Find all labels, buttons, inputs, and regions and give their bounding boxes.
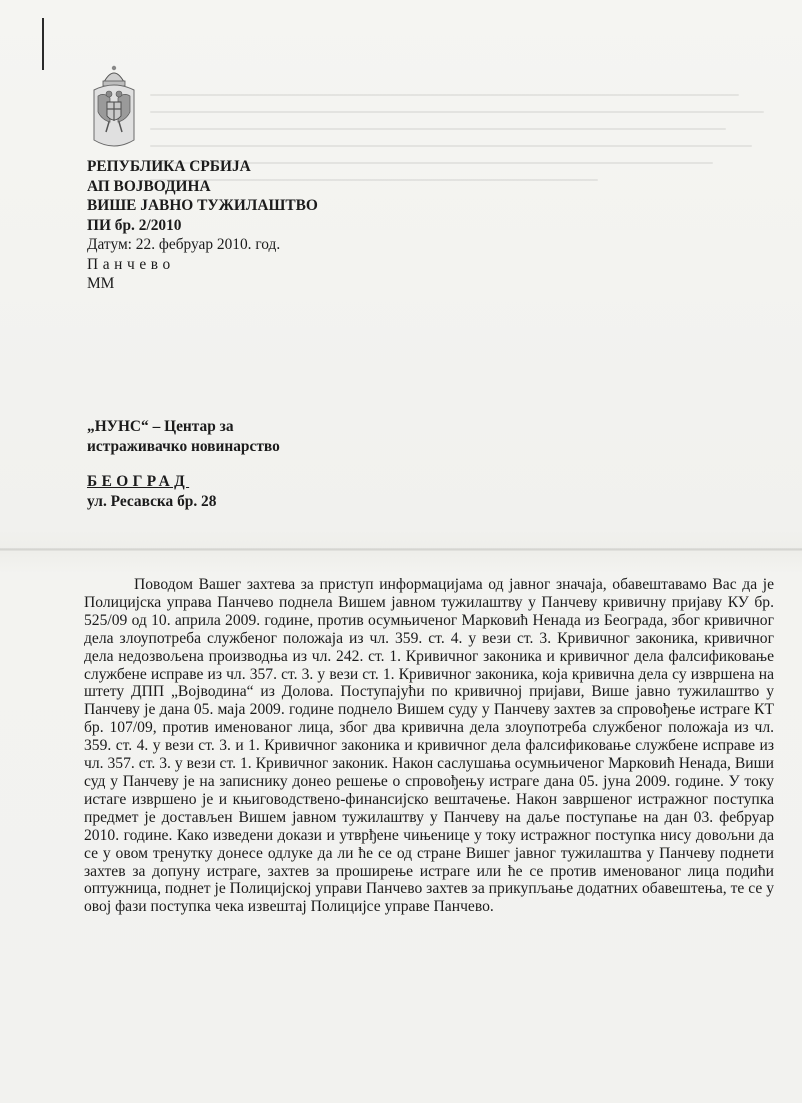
header-city: Панчево [87,255,175,273]
paper-fold-line [0,548,802,551]
recipient-block [87,417,280,456]
header-office: ВИШЕ ЈАВНО ТУЖИЛАШТВО [87,197,318,214]
scan-mark [42,18,44,70]
recipient-name-line2: истраживачко новинарство [87,437,280,455]
recipient-address: ул. Ресавска бр. 28 [87,492,217,510]
recipient-name-line1: „НУНС“ – Центар за [87,418,234,435]
recipient-city: БЕОГРАД [87,473,190,490]
letter-body-paragraph: Поводом Вашег захтева за приступ информацијама од јавног значаја, обавештавамо Вас да је Полицијска управа Панчево поднела Вишем јавном тужилаштву у Панчеву кривичну пријаву КУ бр. 525/09 од 10. априла 2009. године, против осумњиченог Марковић Ненада из Београда, због кривичног дела злоупотреба службеног положаја из чл. 359. ст. 4. у вези ст. 3. Кривичног законика, кривичног дела недозвољена производња из чл. 242. ст. 1. Кривичног законика и кривичног дела фалсификовање службене исправе из чл. 357. ст. 3. у вези ст. 1. Кривичног законика, која кривична дела су извршена на штету ДПП „Војводина“ из Долова. Поступајући по кривичној пријави, Више јавно тужилаштво у Панчеву је дана 05. маја 2009. године поднело Вишем суду у Панчеву захтев за спровођење истраге КТ бр. 107/09, против именованог лица, због два кривична дела злоупотреба службеног положаја из чл. 359. ст. 4. у вези ст. 3. и 1. Кривичног законика и кривичног дела фалсификовање службене исправе из чл. 357. ст. 3. у вези ст. 1. Кривичног законик. Након саслушања осумњиченог Марковић Ненада, Виши суд у Панчеву је на записнику донео решење о спровођењу истраге дана 05. јуна 2009. године. У току истаге извршено је и књиговодствено-финансијско вештачење. Након завршеног истражног поступка предмет је достављен Вишем јавном тужилаштву у Панчеву на даље поступање на дан 03. фебруар 2010. године. Како изведени докази и утврђене чињенице у току истражног поступка нису довољни да се у овом тренутку донесе одлуке да ли ће се од стране Вишег јавног тужилаштва у Панчеву поднети захтев за допуну истраге, захтев за проширење истраге или ће се против именованог лица подићи оптужница, поднет је Полицијској управи Панчево захтев за прикупљање додатних обавештења, те се у овој фази поступка чека извештај Полицијсе управе Панчево. [84,576,774,916]
header-province: АП ВОЈВОДИНА [87,177,211,195]
serbia-coat-of-arms-icon [90,62,138,154]
sender-header [87,157,318,294]
header-reference-number: ПИ бр. 2/2010 [87,216,182,234]
header-date: Датум: 22. фебруар 2010. год. [87,236,281,253]
header-initials: ММ [87,275,115,292]
header-country: РЕПУБЛИКА СРБИЈА [87,158,251,175]
recipient-address-block [87,472,216,511]
